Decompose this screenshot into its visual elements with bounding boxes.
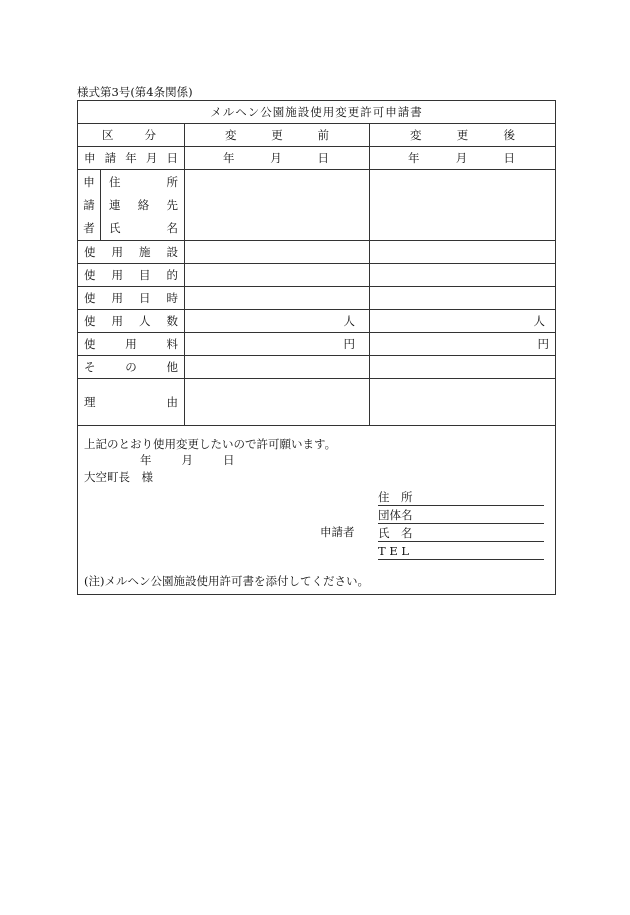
header-row <box>78 124 556 147</box>
datetime-row: 使 用 日 時 <box>78 287 556 310</box>
signature-tel-field[interactable]: T E L <box>378 544 544 560</box>
other-after[interactable] <box>370 356 556 379</box>
form-title: メルヘン公園施設使用変更許可申請書 <box>78 101 556 124</box>
change-application-form <box>77 100 556 595</box>
applicant-label: 申 請 者 <box>83 174 95 236</box>
applicant-fields: 住 所 連 絡 先 氏 名 <box>109 174 178 236</box>
purpose-after[interactable] <box>370 264 556 287</box>
signature-group-field[interactable]: 団体名 <box>378 508 544 524</box>
addressee: 大空町長 様 <box>84 470 153 484</box>
fee-before[interactable]: 円 <box>185 333 370 356</box>
datetime-before[interactable] <box>185 287 370 310</box>
request-text: 上記のとおり使用変更したいので許可願います。 <box>84 437 337 451</box>
application-date-after[interactable]: 年 月 日 <box>370 147 556 170</box>
notes-row <box>78 426 556 595</box>
header-before: 変 更 前 <box>225 128 329 142</box>
reason-before[interactable] <box>185 379 370 426</box>
datetime-after[interactable] <box>370 287 556 310</box>
other-row: そ の 他 <box>78 356 556 379</box>
applicant-after[interactable] <box>370 170 556 241</box>
form-number-label: 様式第3号(第4条関係) <box>77 85 193 99</box>
header-after: 変 更 後 <box>410 128 515 142</box>
facility-after[interactable] <box>370 241 556 264</box>
fee-row: 使 用 料 円 円 <box>78 333 556 356</box>
purpose-before[interactable] <box>185 264 370 287</box>
request-date[interactable]: 年 月 日 <box>140 453 235 467</box>
headcount-before[interactable]: 人 <box>185 310 370 333</box>
headcount-row: 使 用 人 数 人 人 <box>78 310 556 333</box>
headcount-after[interactable]: 人 <box>370 310 556 333</box>
application-date-before[interactable]: 年 月 日 <box>185 147 370 170</box>
reason-row: 理 由 <box>78 379 556 426</box>
applicant-heading: 申請者 <box>320 525 355 539</box>
footnote: (注)メルヘン公園施設使用許可書を添付してください。 <box>84 574 369 588</box>
application-date-row <box>78 147 556 170</box>
reason-after[interactable] <box>370 379 556 426</box>
header-category: 区 分 <box>102 128 156 142</box>
fee-after[interactable]: 円 <box>370 333 556 356</box>
other-before[interactable] <box>185 356 370 379</box>
applicant-before[interactable] <box>185 170 370 241</box>
signature-address-field[interactable]: 住 所 <box>378 490 544 506</box>
facility-row: 使 用 施 設 <box>78 241 556 264</box>
application-date-label: 申 請 年 月 日 <box>84 151 178 165</box>
facility-before[interactable] <box>185 241 370 264</box>
applicant-row <box>78 170 556 241</box>
purpose-row: 使 用 目 的 <box>78 264 556 287</box>
signature-name-field[interactable]: 氏 名 <box>378 526 544 542</box>
